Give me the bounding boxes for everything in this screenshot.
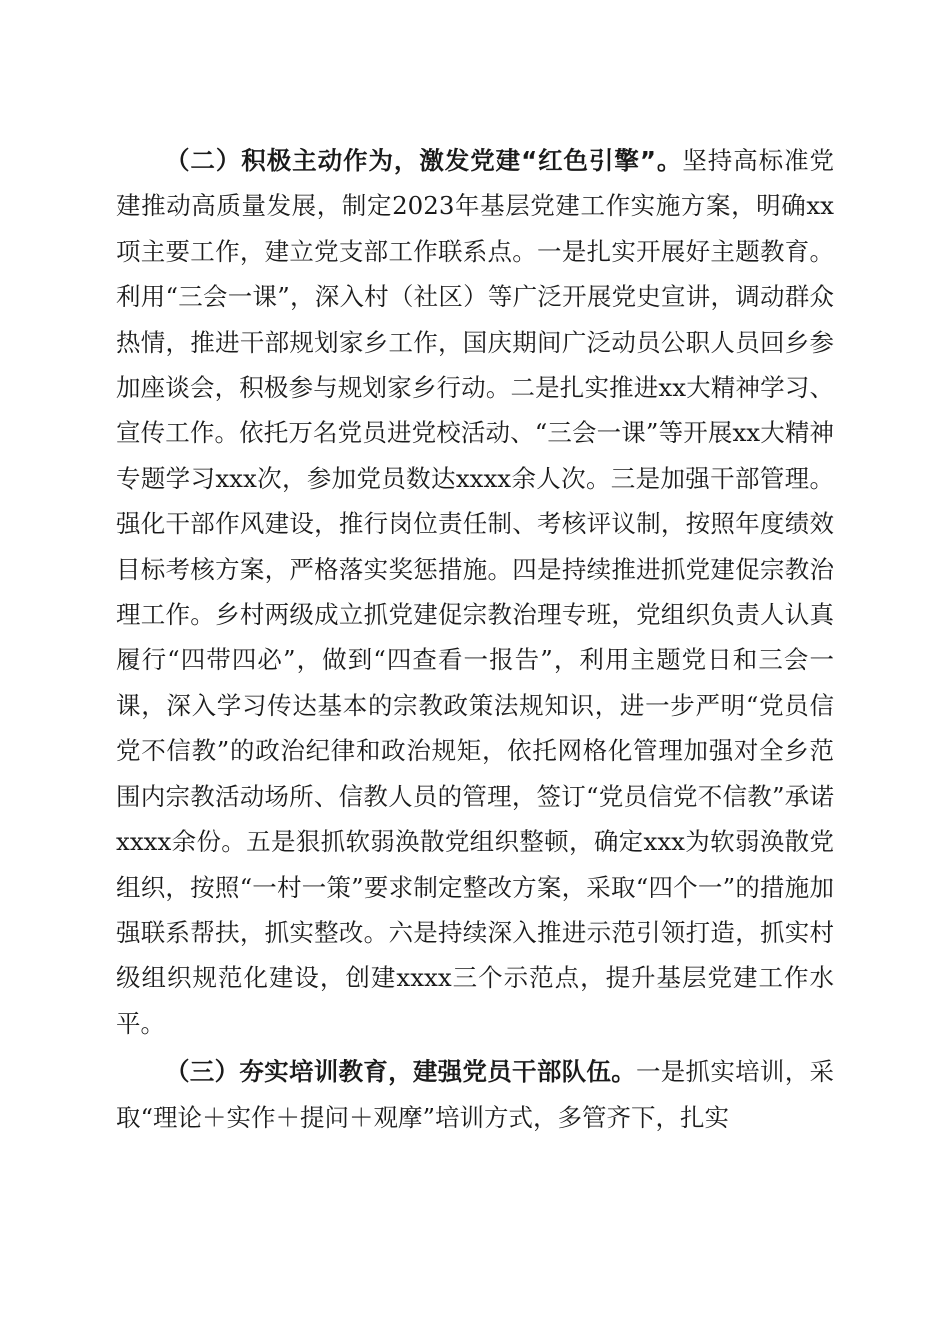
- section-heading-2: （二）积极主动作为，激发党建“红色引擎”。: [165, 146, 683, 175]
- paragraph-body-3: 一是抓实培训，采取“理论＋实作＋提问＋观摩”培训方式，多管齐下，扎实: [116, 1057, 835, 1132]
- document-body: [116, 138, 834, 1140]
- paragraph-body-2: 坚持高标准党建推动高质量发展，制定2023年基层党建工作实施方案，明确xx项主要工作，建立党支部工作联系点。一是扎实开展好主题教育。利用“三会一课”，深入村（社区）等广泛开展党史宣讲，调动群众热情，推进干部规划家乡工作，国庆期间广泛动员公职人员回乡参加座谈会，积极参与规划家乡行动。二是扎实推进xx大精神学习、宣传工作。依托万名党员进党校活动、“三会一课”等开展xx大精神专题学习xxx次，参加党员数达xxxx余人次。三是加强干部管理。强化干部作风建设，推行岗位责任制、考核评议制，按照年度绩效目标考核方案，严格落实奖惩措施。四是持续推进抓党建促宗教治理工作。乡村两级成立抓党建促宗教治理专班，党组织负责人认真履行“四带四必”，做到“四查看一报告”，利用主题党日和三会一课，深入学习传达基本的宗教政策法规知识，进一步严明“党员信党不信教”的政治纪律和政治规矩，依托网格化管理加强对全乡范围内宗教活动场所、信教人员的管理，签订“党员信党不信教”承诺xxxx余份。五是狠抓软弱涣散党组织整顿，确定xxx为软弱涣散党组织，按照“一村一策”要求制定整改方案，采取“四个一”的措施加强联系帮扶，抓实整改。六是持续深入推进示范引领打造，抓实村级组织规范化建设，创建xxxx三个示范点，提升基层党建工作水平。: [116, 146, 834, 1038]
- paragraph-training-education: [116, 1049, 834, 1140]
- section-heading-3: （三）夯实培训教育，建强党员干部队伍。: [165, 1057, 636, 1087]
- paragraph-party-building-engine: [116, 138, 834, 1046]
